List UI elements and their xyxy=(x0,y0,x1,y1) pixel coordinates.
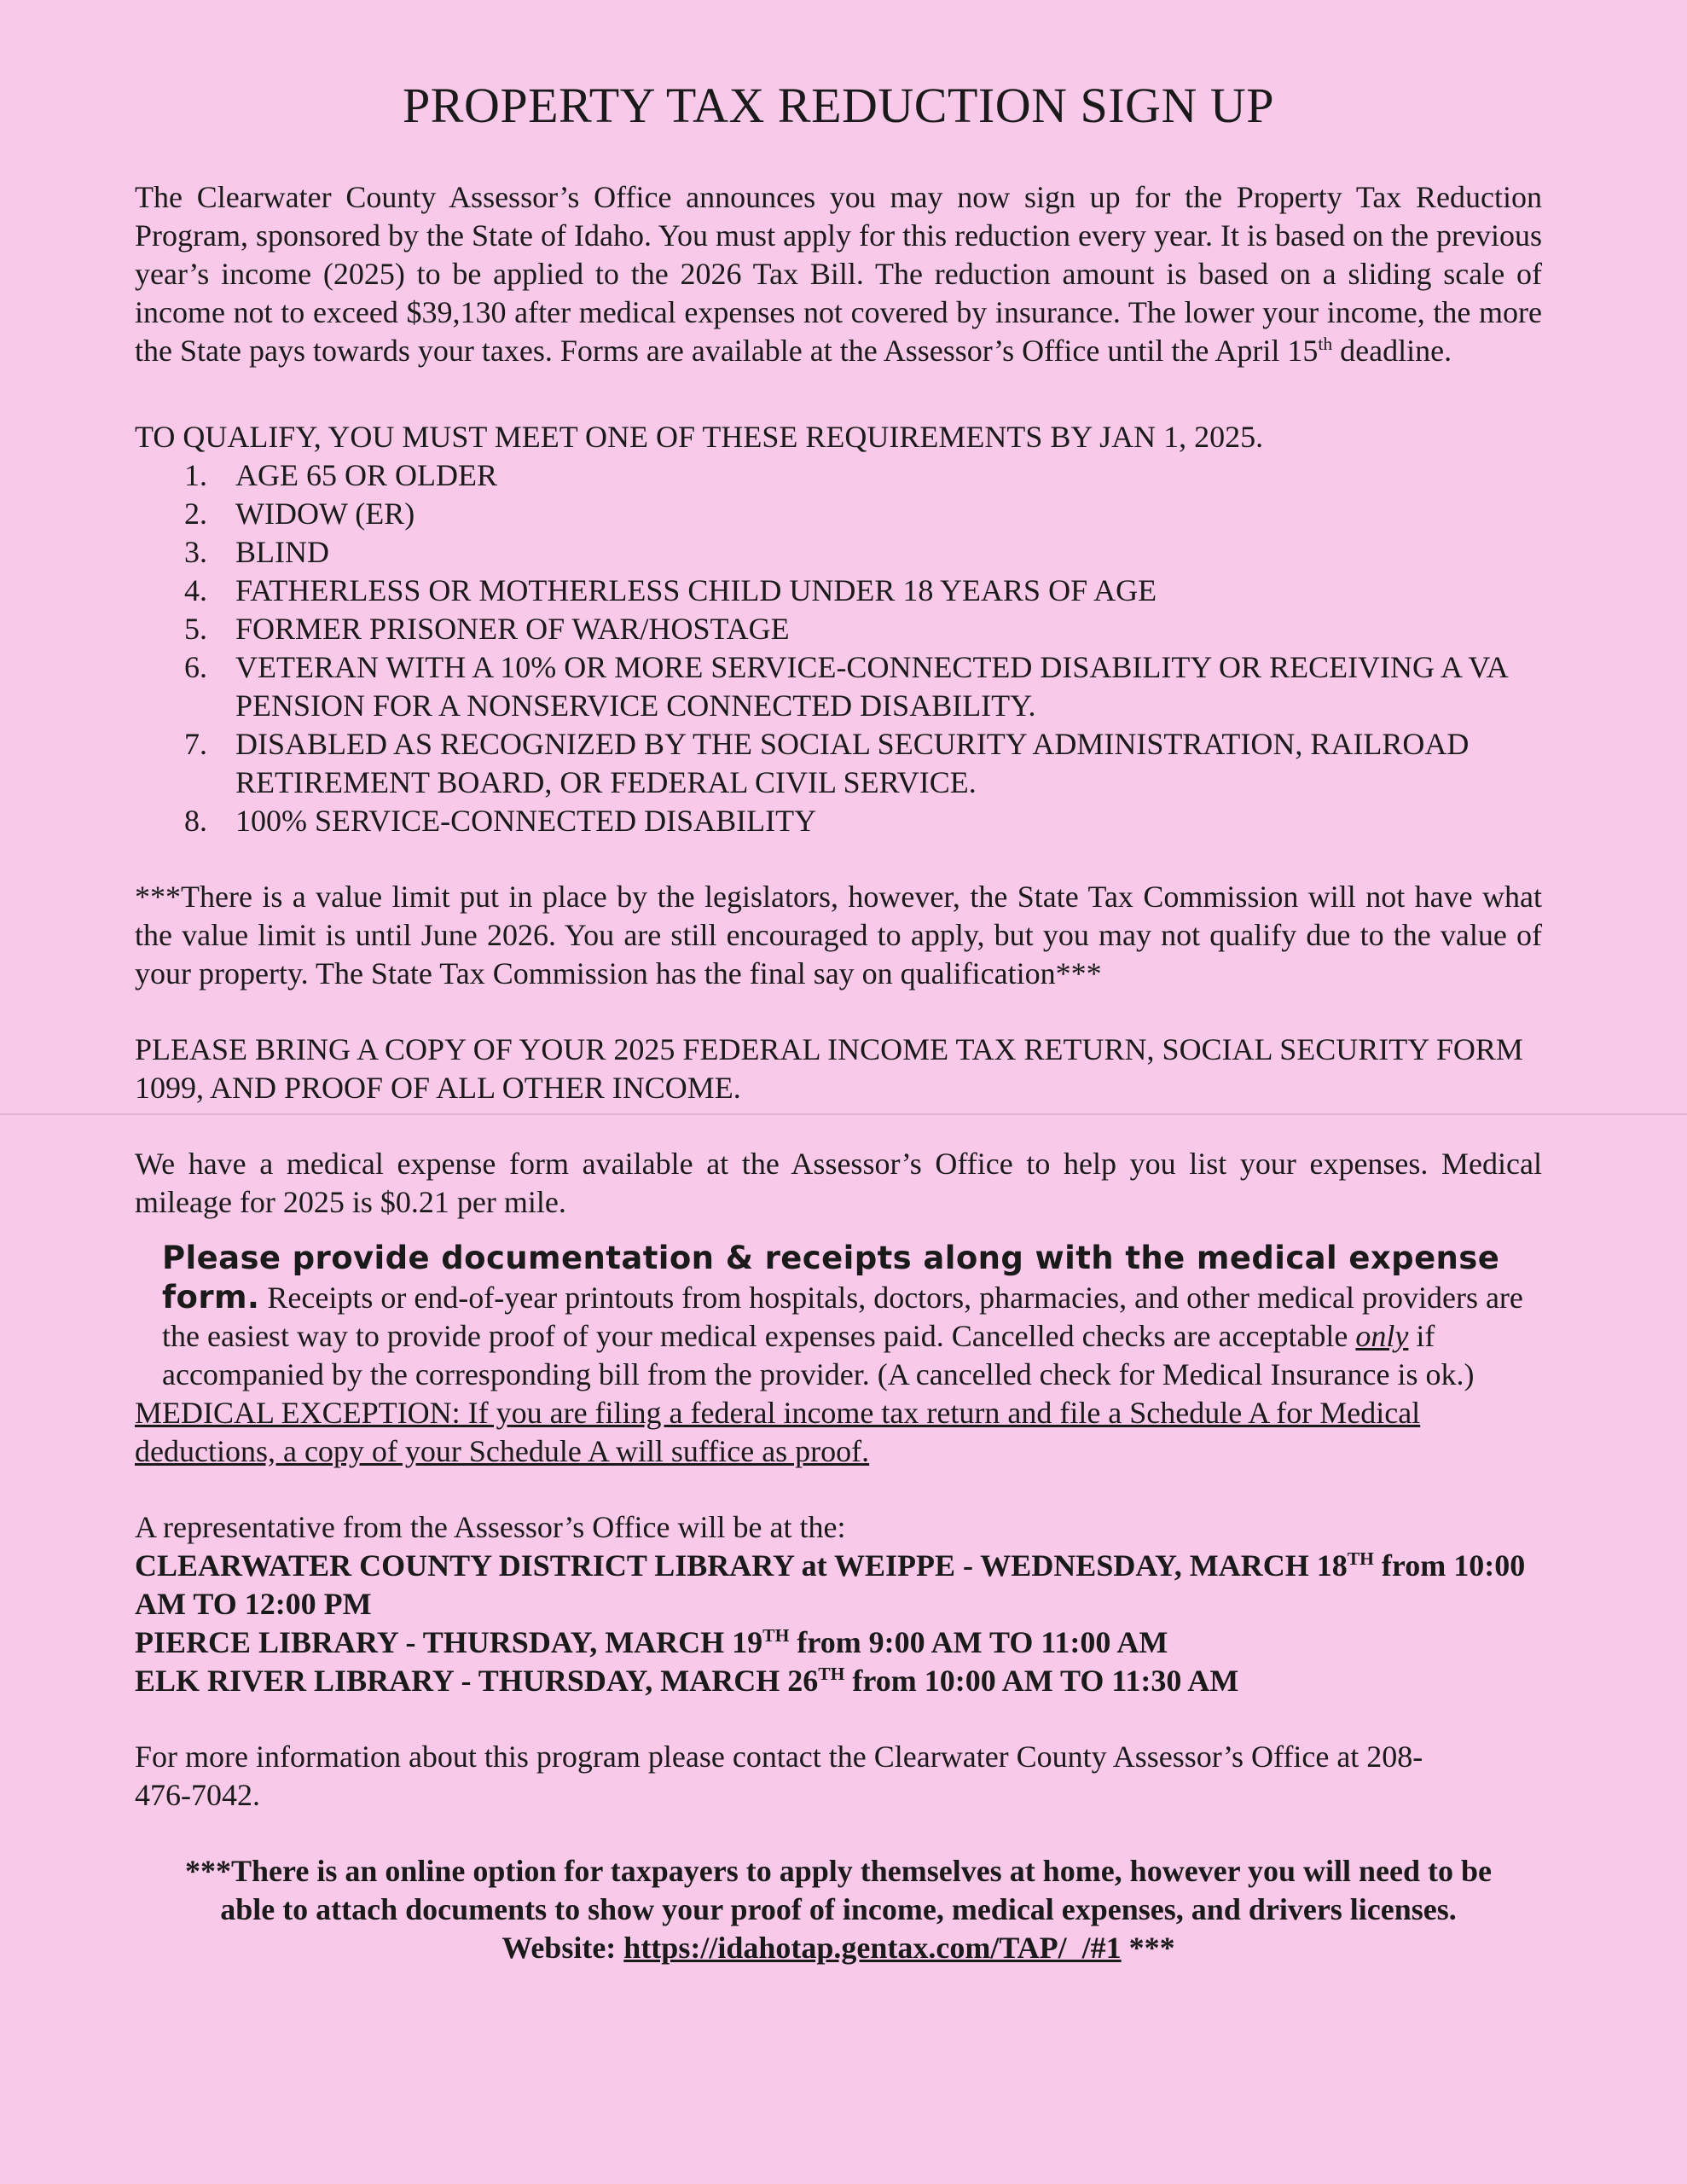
location-time: from 10:00 AM TO 11:30 AM xyxy=(844,1664,1239,1698)
online-option xyxy=(173,1852,1504,1967)
website-link[interactable]: https://idahotap.gentax.com/TAP/_/#1 xyxy=(623,1931,1122,1965)
requirements-list xyxy=(135,456,1542,840)
intro-end: deadline. xyxy=(1332,334,1452,368)
documentation-emphasis: only xyxy=(1355,1319,1409,1353)
location-elk-river xyxy=(135,1662,1542,1700)
page-title: PROPERTY TAX REDUCTION SIGN UP xyxy=(403,78,1274,133)
requirement-number: 4. xyxy=(184,573,207,607)
requirement-item xyxy=(135,572,1542,610)
intro-sup: th xyxy=(1318,334,1333,354)
location-text: CLEARWATER COUNTY DISTRICT LIBRARY at WEIPPE - WEDNESDAY, MARCH 18 xyxy=(135,1548,1348,1583)
requirement-number: 2. xyxy=(184,497,207,531)
requirement-item xyxy=(135,495,1542,533)
bring-copy-notice: PLEASE BRING A COPY OF YOUR 2025 FEDERAL INCOME TAX RETURN, SOCIAL SECURITY FORM 1099, AND PROOF OF ALL OTHER INCOME. xyxy=(135,1032,1523,1105)
requirement-item xyxy=(135,725,1542,802)
location-text: ELK RIVER LIBRARY - THURSDAY, MARCH 26 xyxy=(135,1664,819,1698)
requirement-item xyxy=(135,802,1542,840)
requirement-text: WIDOW (ER) xyxy=(235,497,415,531)
intro-text: The Clearwater County Assessor’s Office announces you may now sign up for the Property Tax Reduction Program, sponsored by the State of Idaho. You must apply for this reduction every year. It is based on the previous year’s income (2025) to be applied to the 2026 Tax Bill. The reduction amount is based on a sliding scale of income not to exceed $39,130 after medical expenses not covered by insurance. The lower your income, the more the State pays towards your taxes. Forms are available at the Assessor’s Office until the April 15 xyxy=(135,180,1542,368)
requirement-text: AGE 65 OR OLDER xyxy=(235,458,497,492)
requirement-text: VETERAN WITH A 10% OR MORE SERVICE-CONNECTED DISABILITY OR RECEIVING A VA PENSION FOR A NONSERVICE CONNECTED DISABILITY. xyxy=(235,650,1507,723)
location-sup: TH xyxy=(1347,1548,1374,1569)
value-limit-note: ***There is a value limit put in place by the legislators, however, the State Tax Commission will not have what the value limit is until June 2026. You are still encouraged to apply, but you may not qualify due to the value of your property. The State Tax Commission has the final say on qualification*** xyxy=(135,880,1542,990)
requirement-number: 8. xyxy=(184,804,207,838)
requirement-text: 100% SERVICE-CONNECTED DISABILITY xyxy=(235,804,817,838)
location-pierce xyxy=(135,1623,1542,1662)
flyer-page xyxy=(135,77,1542,1967)
requirement-text: FORMER PRISONER OF WAR/HOSTAGE xyxy=(235,612,790,646)
requirement-number: 1. xyxy=(184,458,207,492)
documentation-bold: Please provide documentation & receipts along with the medical expense form. xyxy=(162,1240,1500,1316)
qualify-heading: TO QUALIFY, YOU MUST MEET ONE OF THESE REQUIREMENTS BY JAN 1, 2025. xyxy=(135,420,1264,454)
requirement-item xyxy=(135,456,1542,495)
documentation-text-before: Receipts or end-of-year printouts from hospitals, doctors, pharmacies, and other medical providers are the easiest way to provide proof of your medical expenses paid. Cancelled checks are acceptable xyxy=(162,1281,1523,1353)
location-sup: TH xyxy=(818,1664,845,1684)
location-text: PIERCE LIBRARY - THURSDAY, MARCH 19 xyxy=(135,1625,763,1659)
location-time: from 10:00 AM TO 12:00 PM xyxy=(135,1548,1526,1621)
online-text: ***There is an online option for taxpayers to apply themselves at home, however you will need to be able to attach documents to show your proof of income, medical expenses, and drivers licenses. Website: xyxy=(185,1854,1492,1965)
requirement-text: DISABLED AS RECOGNIZED BY THE SOCIAL SECURITY ADMINISTRATION, RAILROAD RETIREMENT BOARD, OR FEDERAL CIVIL SERVICE. xyxy=(235,727,1470,799)
medical-form-notice: We have a medical expense form available at the Assessor’s Office to help you list your expenses. Medical mileage for 2025 is $0.21 per mile. xyxy=(135,1147,1542,1219)
documentation-text-after: if accompanied by the corresponding bill from the provider. (A cancelled check for Medical Insurance is ok.) xyxy=(162,1319,1475,1391)
online-end: *** xyxy=(1121,1931,1175,1965)
requirement-text: BLIND xyxy=(235,535,329,569)
requirement-item xyxy=(135,533,1542,572)
requirement-text: FATHERLESS OR MOTHERLESS CHILD UNDER 18 YEARS OF AGE xyxy=(235,573,1157,607)
location-weippe xyxy=(135,1547,1542,1623)
requirement-item xyxy=(135,648,1542,725)
location-time: from 9:00 AM TO 11:00 AM xyxy=(789,1625,1168,1659)
medical-exception: MEDICAL EXCEPTION: If you are filing a federal income tax return and file a Schedule A for Medical deductions, a copy of your Schedule A will suffice as proof. xyxy=(135,1396,1421,1468)
intro-paragraph xyxy=(135,178,1542,370)
requirement-item xyxy=(135,610,1542,648)
contact-info: For more information about this program please contact the Clearwater County Assessor’s Office at 208-476-7042. xyxy=(135,1740,1423,1812)
location-sup: TH xyxy=(762,1625,790,1646)
documentation-paragraph xyxy=(135,1239,1542,1394)
requirement-number: 6. xyxy=(184,650,207,684)
requirement-number: 7. xyxy=(184,727,207,761)
requirement-number: 5. xyxy=(184,612,207,646)
representative-intro: A representative from the Assessor’s Office will be at the: xyxy=(135,1510,846,1544)
requirement-number: 3. xyxy=(184,535,207,569)
